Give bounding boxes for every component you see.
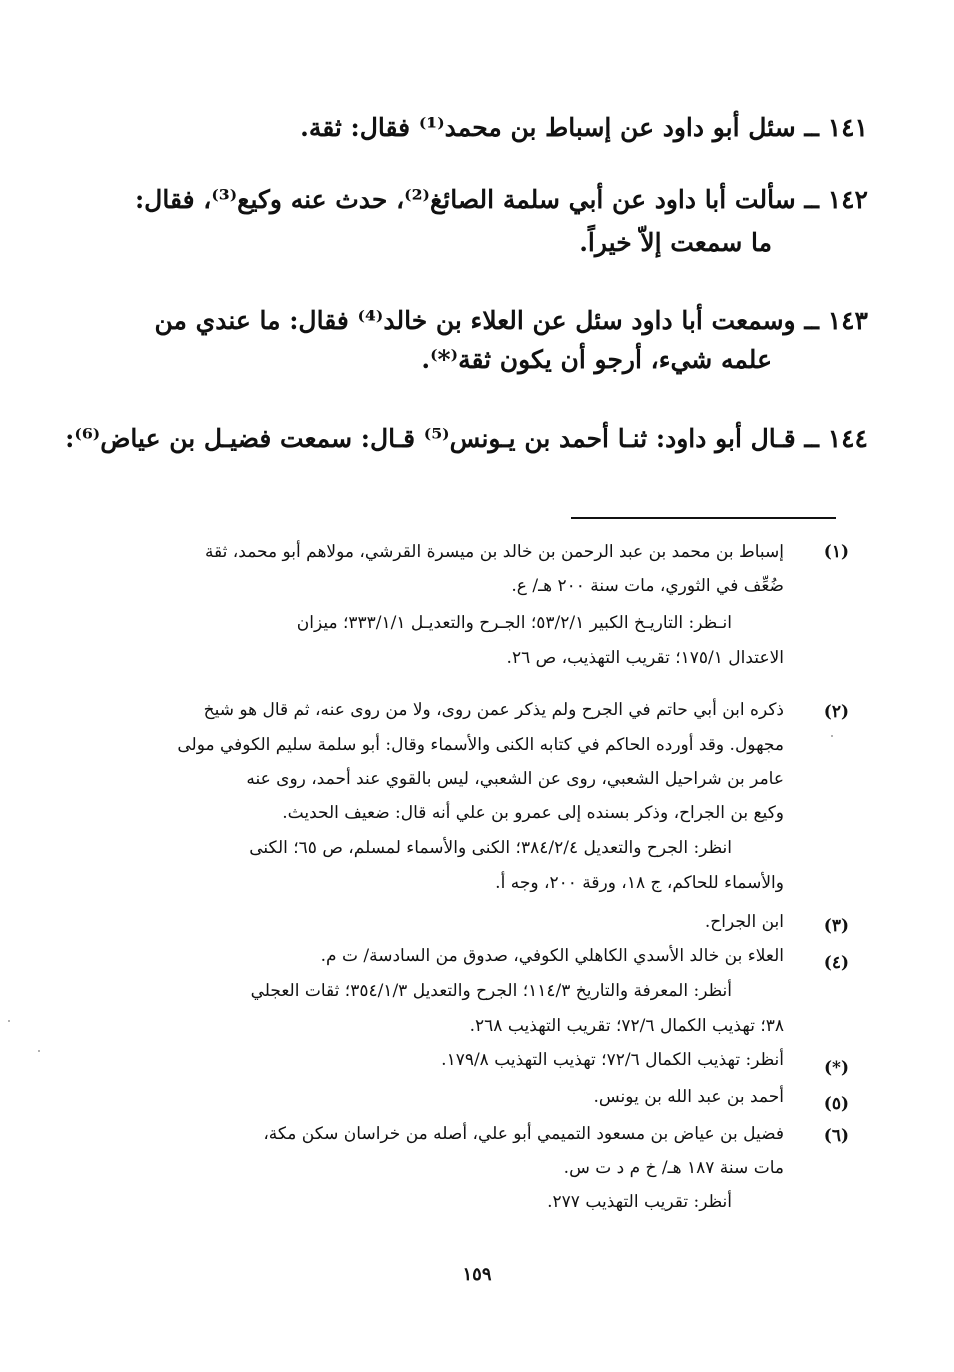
entry-142-line-1: ١٤٢ ــ سألت أبا داود عن أبي سلمة الصائغ⁽²⁾، حدث عنه وكيع⁽³⁾، فقال: [134,185,868,214]
footnote-1-line-1: إسباط بن محمد بن عبد الرحمن بن خالد بن ميسرة القرشي، مولاهم أبو محمد، ثقة [204,542,784,562]
footnote-6-line-1: فضيل بن عياض بن مسعود التميمي أبو علي، أصله من خراسان سكن مكة، [263,1124,784,1144]
footnote-2-line-1: ذكره ابن أبي حاتم في الجرح ولم يذكر عمن روى، ولا من روى عنه، ثم قال هو شيخ [203,700,784,720]
footnote-2-line-4: وكيع بن الجراح، وذكر بسنده إلى عمرو بن علي أنه قال: ضعيف الحديث. [282,803,784,823]
entry-143-line-2: علمه شيء، أرجو أن يكون ثقة⁽*⁾. [421,345,772,374]
page-number: ١٥٩ [462,1264,492,1285]
scan-speck [831,735,833,737]
footnote-separator [571,517,836,519]
footnote-1-line-3: انـظر: التاريـخ الكبير ٥٣/٢/١؛ الجـرح والتعديـل ٣٣٣/١/١؛ ميزان [296,613,732,633]
footnote-4-line-2: أنظر: المعرفة والتاريخ ١١٤/٣؛ الجرح والتعديل ٣٥٤/١/٣؛ ثقات العجلي [250,981,732,1001]
footnote-6-line-3: أنظر: تقريب التهذيب ٢٧٧. [547,1192,732,1212]
scan-speck [38,1050,40,1052]
footnote-4-line-1: العلاء بن خالد الأسدي الكاهلي الكوفي، صدوق من السادسة/ ت م. [320,946,784,966]
footnote-star-line-1: أنظر: تهذيب الكمال ٧٢/٦؛ تهذيب التهذيب ١٧٩/٨. [441,1050,784,1070]
scan-speck [8,1020,10,1022]
footnote-2-line-2: مجهول. وقد أورده الحاكم في كتابه الكنى والأسماء وقال: أبو سلمة سليم الكوفي مولى [177,735,784,755]
footnote-label-4: (٤) [823,953,849,973]
footnote-2-line-3: عامر بن شراحيل الشعبي، روى عن الشعبي، ليس بالقوي عند أحمد، روى عنه [246,769,784,789]
footnote-label-5: (٥) [823,1094,849,1114]
entry-141: ١٤١ ــ سئل أبو داود عن إسباط بن محمد⁽¹⁾ فقال: ثقة. [300,113,868,142]
footnote-label-2: (٢) [823,702,849,722]
footnote-label-1: (١) [823,542,849,562]
footnote-5-line-1: أحمد بن عبد الله بن يونس. [593,1087,784,1107]
footnote-6-line-2: مات سنة ١٨٧ هـ/ خ م د ت س. [563,1158,784,1178]
entry-144: ١٤٤ ــ قـال أبو داود: ثنـا أحمد بن يـونس⁽⁵⁾ قـال: سمعت فضيـل بن عياض⁽⁶⁾: [65,424,868,453]
footnote-4-line-3: ٣٨؛ تهذيب الكمال ٧٢/٦؛ تقريب التهذيب ٢٦٨. [469,1016,784,1036]
footnote-1-line-2: ضُعِّف في الثوري، مات سنة ٢٠٠ هـ/ ع. [511,576,784,596]
entry-142-line-2: ما سمعت إلاّ خيراً. [579,228,772,257]
footnote-1-line-4: الاعتدال ١٧٥/١؛ تقريب التهذيب، ص ٢٦. [506,648,784,668]
footnote-2-line-6: والأسماء للحاكم، ج ١٨، ورقة ٢٠٠، وجه أ. [495,873,784,893]
footnote-label-3: (٣) [823,916,849,936]
entry-143-line-1: ١٤٣ ــ وسمعت أبا داود سئل عن العلاء بن خالد⁽⁴⁾ فقال: ما عندي من [154,306,868,335]
footnote-2-line-5: انظر: الجرح والتعديل ٣٨٤/٢/٤؛ الكنى والأسماء لمسلم، ص ٦٥؛ الكنى [249,838,732,858]
footnote-3-line-1: ابن الجراح. [704,912,784,932]
footnote-label-star: (*) [824,1058,849,1078]
footnote-label-6: (٦) [823,1126,849,1146]
